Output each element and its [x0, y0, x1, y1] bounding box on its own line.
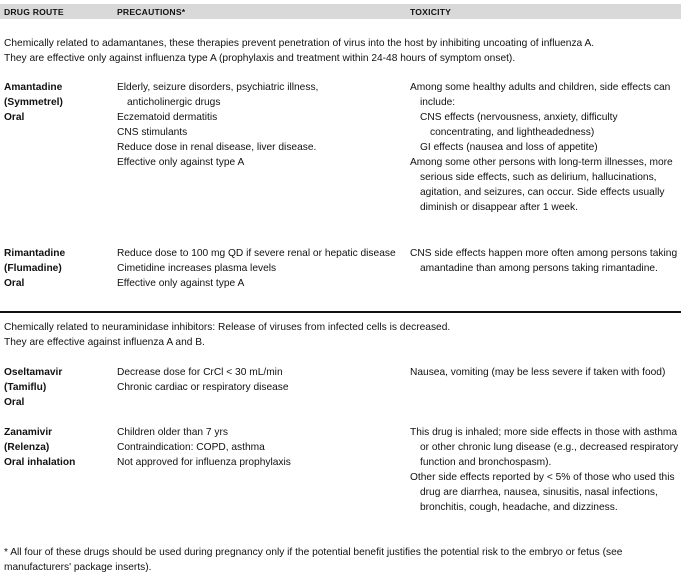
toxicity-zanamivir: This drug is inhaled; more side effects in those with asthma or other chronic lung disease (e.g., decreased respiratory function and bronchospasm). Other side effects reported by < 5% of those who used this drug are diarrhea, nausea, sinusitis, nasal infections, bronchitis, cough, headache, and dizziness. [410, 427, 679, 513]
drug-name-rimantadine: Rimantadine (Flumadine) Oral [4, 248, 66, 289]
column-header-precautions: PRECAUTIONS* [117, 7, 186, 17]
footnote: * All four of these drugs should be used during pregnancy only if the potential benefit justifies the potential risk to the embryo or fetus (see manufacturers' package inserts). [4, 547, 623, 573]
section-divider [0, 311, 681, 313]
section-intro-adamantanes: Chemically related to adamantanes, these therapies prevent penetration of virus into the host by inhibiting uncoating of influenza A. They are effective only against influenza type A (prophylaxis and treatment within 24-48 hours of symptom onset). [4, 38, 595, 64]
toxicity-amantadine: Among some healthy adults and children, side effects can include: CNS effects (nervousness, anxiety, difficulty concentrating, and lightheadedness) GI effects (nausea and loss of appetite) Among some other persons with long-term illnesses, more serious side effects, such as delirium, hallucinations, agitation, and seizures, can occur. Side effects usually diminish or disappear after 1 week. [410, 82, 673, 213]
precautions-amantadine: Elderly, seizure disorders, psychiatric illness, anticholinergic drugs Eczematoid dermatitis CNS stimulants Reduce dose in renal disease, liver disease. Effective only against type A [117, 82, 319, 168]
section-intro-neuraminidase: Chemically related to neuraminidase inhibitors: Release of viruses from infected cells is decreased. They are effective against influenza A and B. [4, 322, 451, 348]
toxicity-oseltamavir: Nausea, vomiting (may be less severe if taken with food) [410, 367, 666, 378]
precautions-oseltamavir: Decrease dose for CrCl < 30 mL/min Chronic cardiac or respiratory disease [117, 367, 289, 393]
table-header [0, 4, 681, 19]
column-header-toxicity: TOXICITY [410, 7, 452, 17]
column-header-drug-route: DRUG ROUTE [4, 7, 64, 17]
drug-name-oseltamavir: Oseltamavir (Tamiflu) Oral [4, 367, 63, 408]
toxicity-rimantadine: CNS side effects happen more often among persons taking amantadine than among persons taking rimantadine. [410, 248, 678, 274]
precautions-zanamivir: Children older than 7 yrs Contraindication: COPD, asthma Not approved for influenza prophylaxis [117, 427, 291, 468]
drug-name-amantadine: Amantadine (Symmetrel) Oral [4, 82, 63, 123]
drug-name-zanamivir: Zanamivir (Relenza) Oral inhalation [4, 427, 76, 468]
precautions-rimantadine: Reduce dose to 100 mg QD if severe renal or hepatic disease Cimetidine increases plasma levels Effective only against type A [117, 248, 396, 289]
